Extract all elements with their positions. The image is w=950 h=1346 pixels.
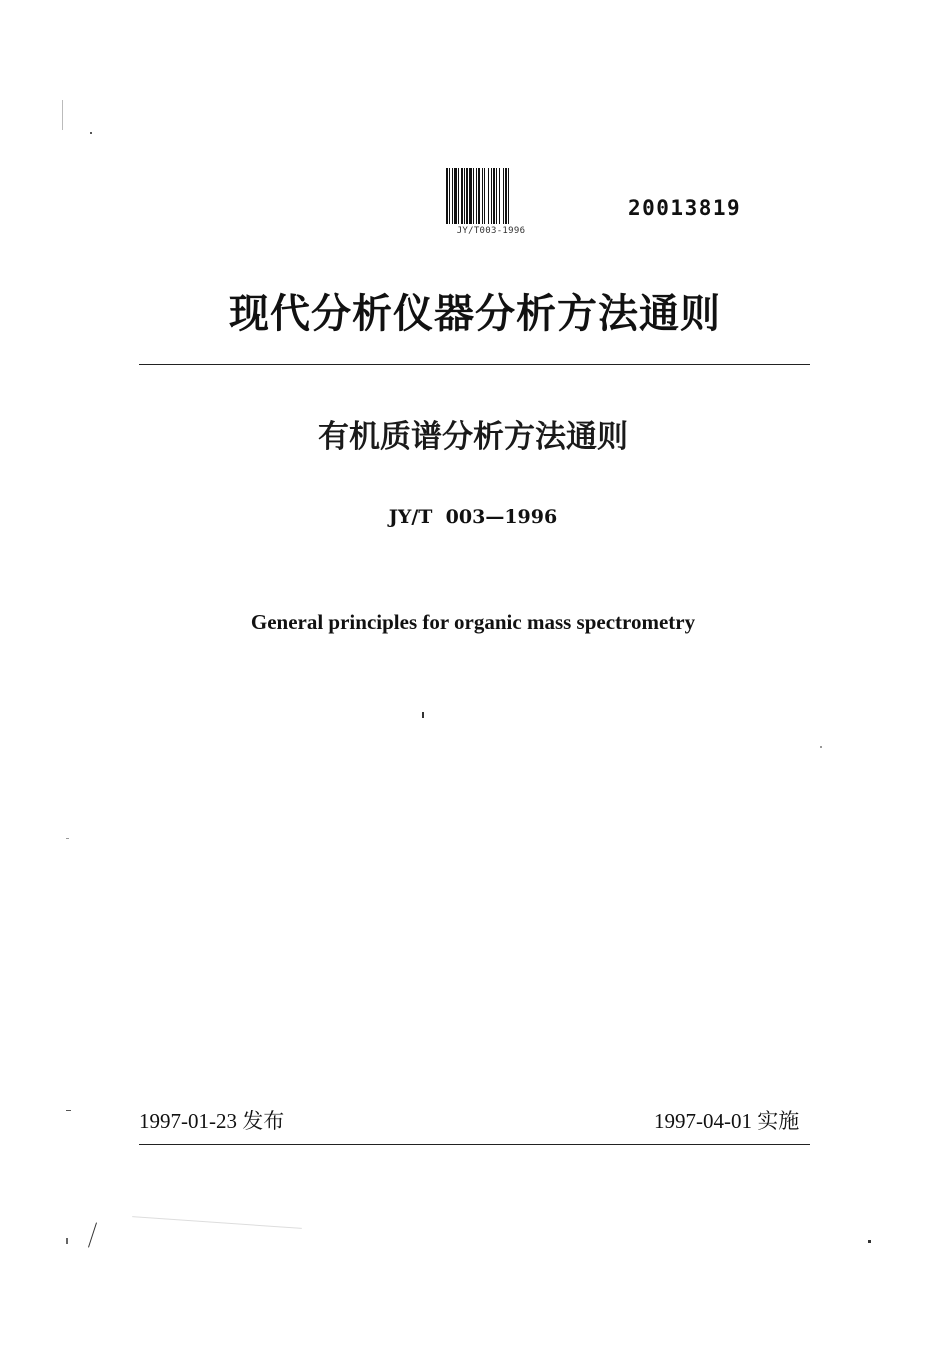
scan-mark <box>90 132 92 134</box>
scan-mark <box>820 746 822 748</box>
barcode-bar <box>454 168 457 224</box>
implement-date: 1997-04-01 实施 <box>654 1109 800 1133</box>
barcode-bar <box>473 168 474 224</box>
scan-mark <box>66 838 69 839</box>
barcode-bar <box>496 168 497 224</box>
barcode-bar <box>466 168 468 224</box>
scan-mark <box>868 1240 871 1243</box>
barcode-bar <box>476 168 477 224</box>
barcode-bar <box>446 168 448 224</box>
barcode-bar <box>488 168 489 224</box>
bottom-divider <box>139 1144 810 1145</box>
barcode-bar <box>503 168 504 224</box>
barcode-bar <box>464 168 465 224</box>
barcode-bar <box>499 168 500 224</box>
issue-date: 1997-01-23 发布 <box>139 1109 285 1133</box>
top-divider <box>139 364 810 365</box>
scan-mark <box>88 1222 97 1247</box>
scan-mark <box>62 100 63 130</box>
series-title: 现代分析仪器分析方法通则 <box>229 290 721 337</box>
barcode-bar <box>449 168 450 224</box>
barcode-bar <box>491 168 492 224</box>
barcode-bar <box>469 168 472 224</box>
document-number: 20013819 <box>628 196 742 220</box>
barcode-bar <box>461 168 463 224</box>
barcode-bar <box>493 168 495 224</box>
barcode-bar <box>458 168 459 224</box>
barcode-bar <box>505 168 507 224</box>
standard-code: JY/T 003—1996 <box>388 506 558 528</box>
barcode-image <box>444 168 538 226</box>
barcode-bar <box>508 168 509 224</box>
barcode-bar <box>484 168 485 224</box>
scan-mark <box>422 712 424 718</box>
english-title: General principles for organic mass spectrometry <box>250 610 696 634</box>
scan-mark <box>132 1216 302 1229</box>
barcode-bar <box>478 168 480 224</box>
scan-mark <box>66 1238 68 1244</box>
barcode-caption: JY/T003-1996 <box>456 226 526 236</box>
barcode-bar <box>452 168 453 224</box>
barcode-bar <box>482 168 483 224</box>
scan-mark <box>66 1110 71 1111</box>
main-title: 有机质谱分析方法通则 <box>318 419 628 455</box>
